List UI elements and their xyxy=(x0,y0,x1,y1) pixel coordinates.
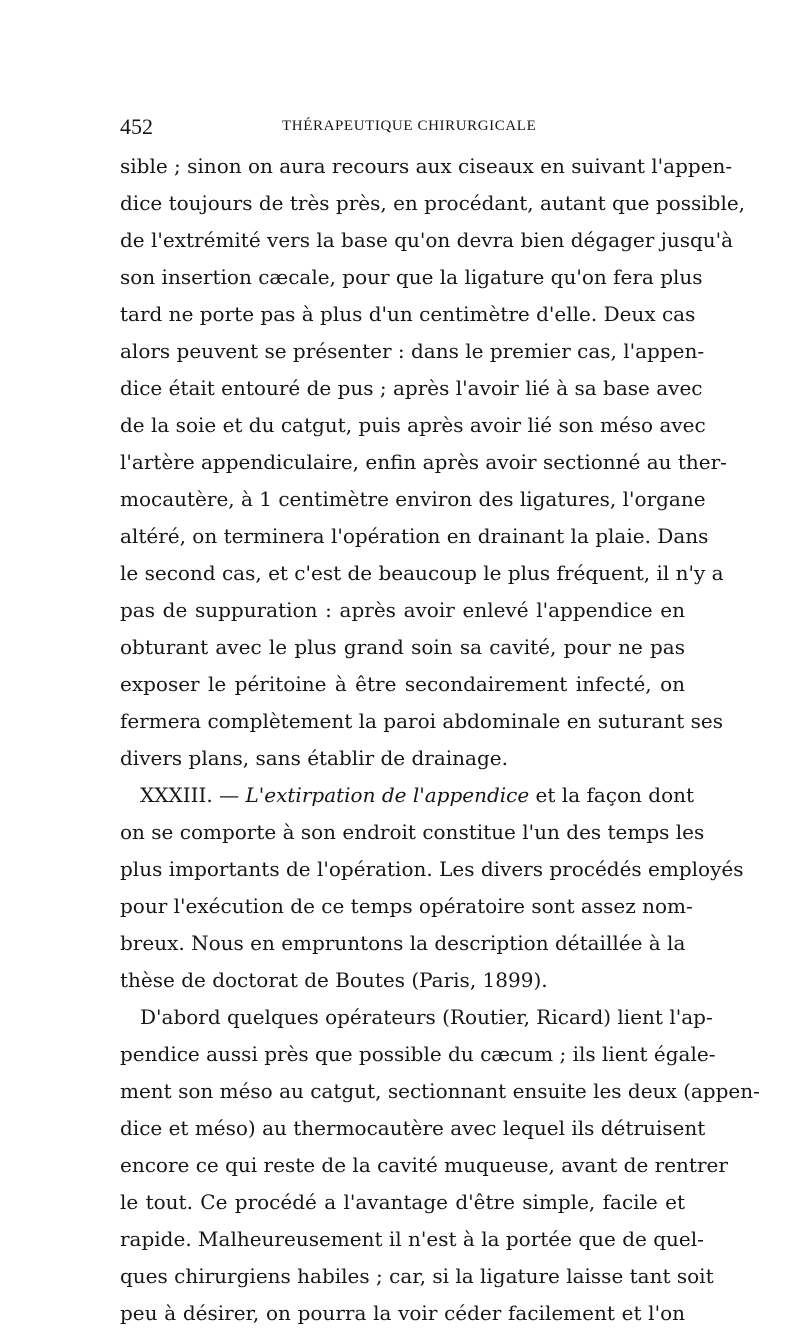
text-line: D'abord quelques opérateurs (Routier, Ricard) lient l'ap- xyxy=(140,1005,713,1029)
text-line: tard ne porte pas à plus d'un centimètre d'elle. Deux cas xyxy=(120,302,696,326)
text-line: rapide. Malheureusement il n'est à la portée que de quel- xyxy=(120,1227,704,1251)
page-number: 452 xyxy=(120,114,153,139)
text-line: dice et méso) au thermocautère avec lequel ils détruisent xyxy=(120,1116,706,1140)
text-line: son insertion cæcale, pour que la ligature qu'on fera plus xyxy=(120,265,703,289)
text-line: obturant avec le plus grand soin sa cavité, pour ne pas xyxy=(120,635,685,659)
text-line: sible ; sinon on aura recours aux ciseaux en suivant l'appen- xyxy=(120,154,733,178)
text-line: thèse de doctorat de Boutes (Paris, 1899). xyxy=(120,968,548,992)
text-line: mocautère, à 1 centimètre environ des ligatures, l'organe xyxy=(120,487,706,511)
section-number: XXXIII. — xyxy=(140,783,246,807)
text-line: on se comporte à son endroit constitue l'un des temps les xyxy=(120,820,705,844)
text-line: le second cas, et c'est de beaucoup le plus fréquent, il n'y a xyxy=(120,561,724,585)
text-line: breux. Nous en empruntons la description détaillée à la xyxy=(120,931,686,955)
body-text xyxy=(120,148,760,1332)
text-line: de l'extrémité vers la base qu'on devra bien dégager jusqu'à xyxy=(120,228,734,252)
text-line: fermera complètement la paroi abdominale en suturant ses xyxy=(120,709,723,733)
text-line: pour l'exécution de ce temps opératoire sont assez nom- xyxy=(120,894,693,918)
text-line: ment son méso au catgut, sectionnant ensuite les deux (appen- xyxy=(120,1079,760,1103)
text-line: dice toujours de très près, en procédant, autant que possible, xyxy=(120,191,746,215)
text-line: encore ce qui reste de la cavité muqueuse, avant de rentrer xyxy=(120,1153,728,1177)
section-heading-line xyxy=(120,777,695,814)
text-line: peu à désirer, on pourra la voir céder facilement et l'on xyxy=(120,1301,685,1325)
text-line: alors peuvent se présenter : dans le premier cas, l'appen- xyxy=(120,339,705,363)
text-line: altéré, on terminera l'opération en drainant la plaie. Dans xyxy=(120,524,709,548)
text-line: divers plans, sans établir de drainage. xyxy=(120,746,508,770)
text-line: l'artère appendiculaire, enfin après avoir sectionné au ther- xyxy=(120,450,727,474)
text-line: ques chirurgiens habiles ; car, si la ligature laisse tant soit xyxy=(120,1264,714,1288)
text-line: exposer le péritoine à être secondairement infecté, on xyxy=(120,672,685,696)
text-line: dice était entouré de pus ; après l'avoir lié à sa base avec xyxy=(120,376,703,400)
text-line: plus importants de l'opération. Les divers procédés employés xyxy=(120,857,744,881)
page-header xyxy=(120,114,685,144)
text-line: le tout. Ce procédé a l'avantage d'être simple, facile et xyxy=(120,1190,685,1214)
running-title: THÉRAPEUTIQUE CHIRURGICALE xyxy=(282,118,537,134)
text-line: pas de suppuration : après avoir enlevé l'appendice en xyxy=(120,598,685,622)
text-line: pendice aussi près que possible du cæcum ; ils lient égale- xyxy=(120,1042,716,1066)
section-heading-continuation: et la façon dont xyxy=(529,783,695,807)
section-title-italic: L'extirpation de l'appendice xyxy=(245,783,530,807)
text-line: de la soie et du catgut, puis après avoir lié son méso avec xyxy=(120,413,706,437)
